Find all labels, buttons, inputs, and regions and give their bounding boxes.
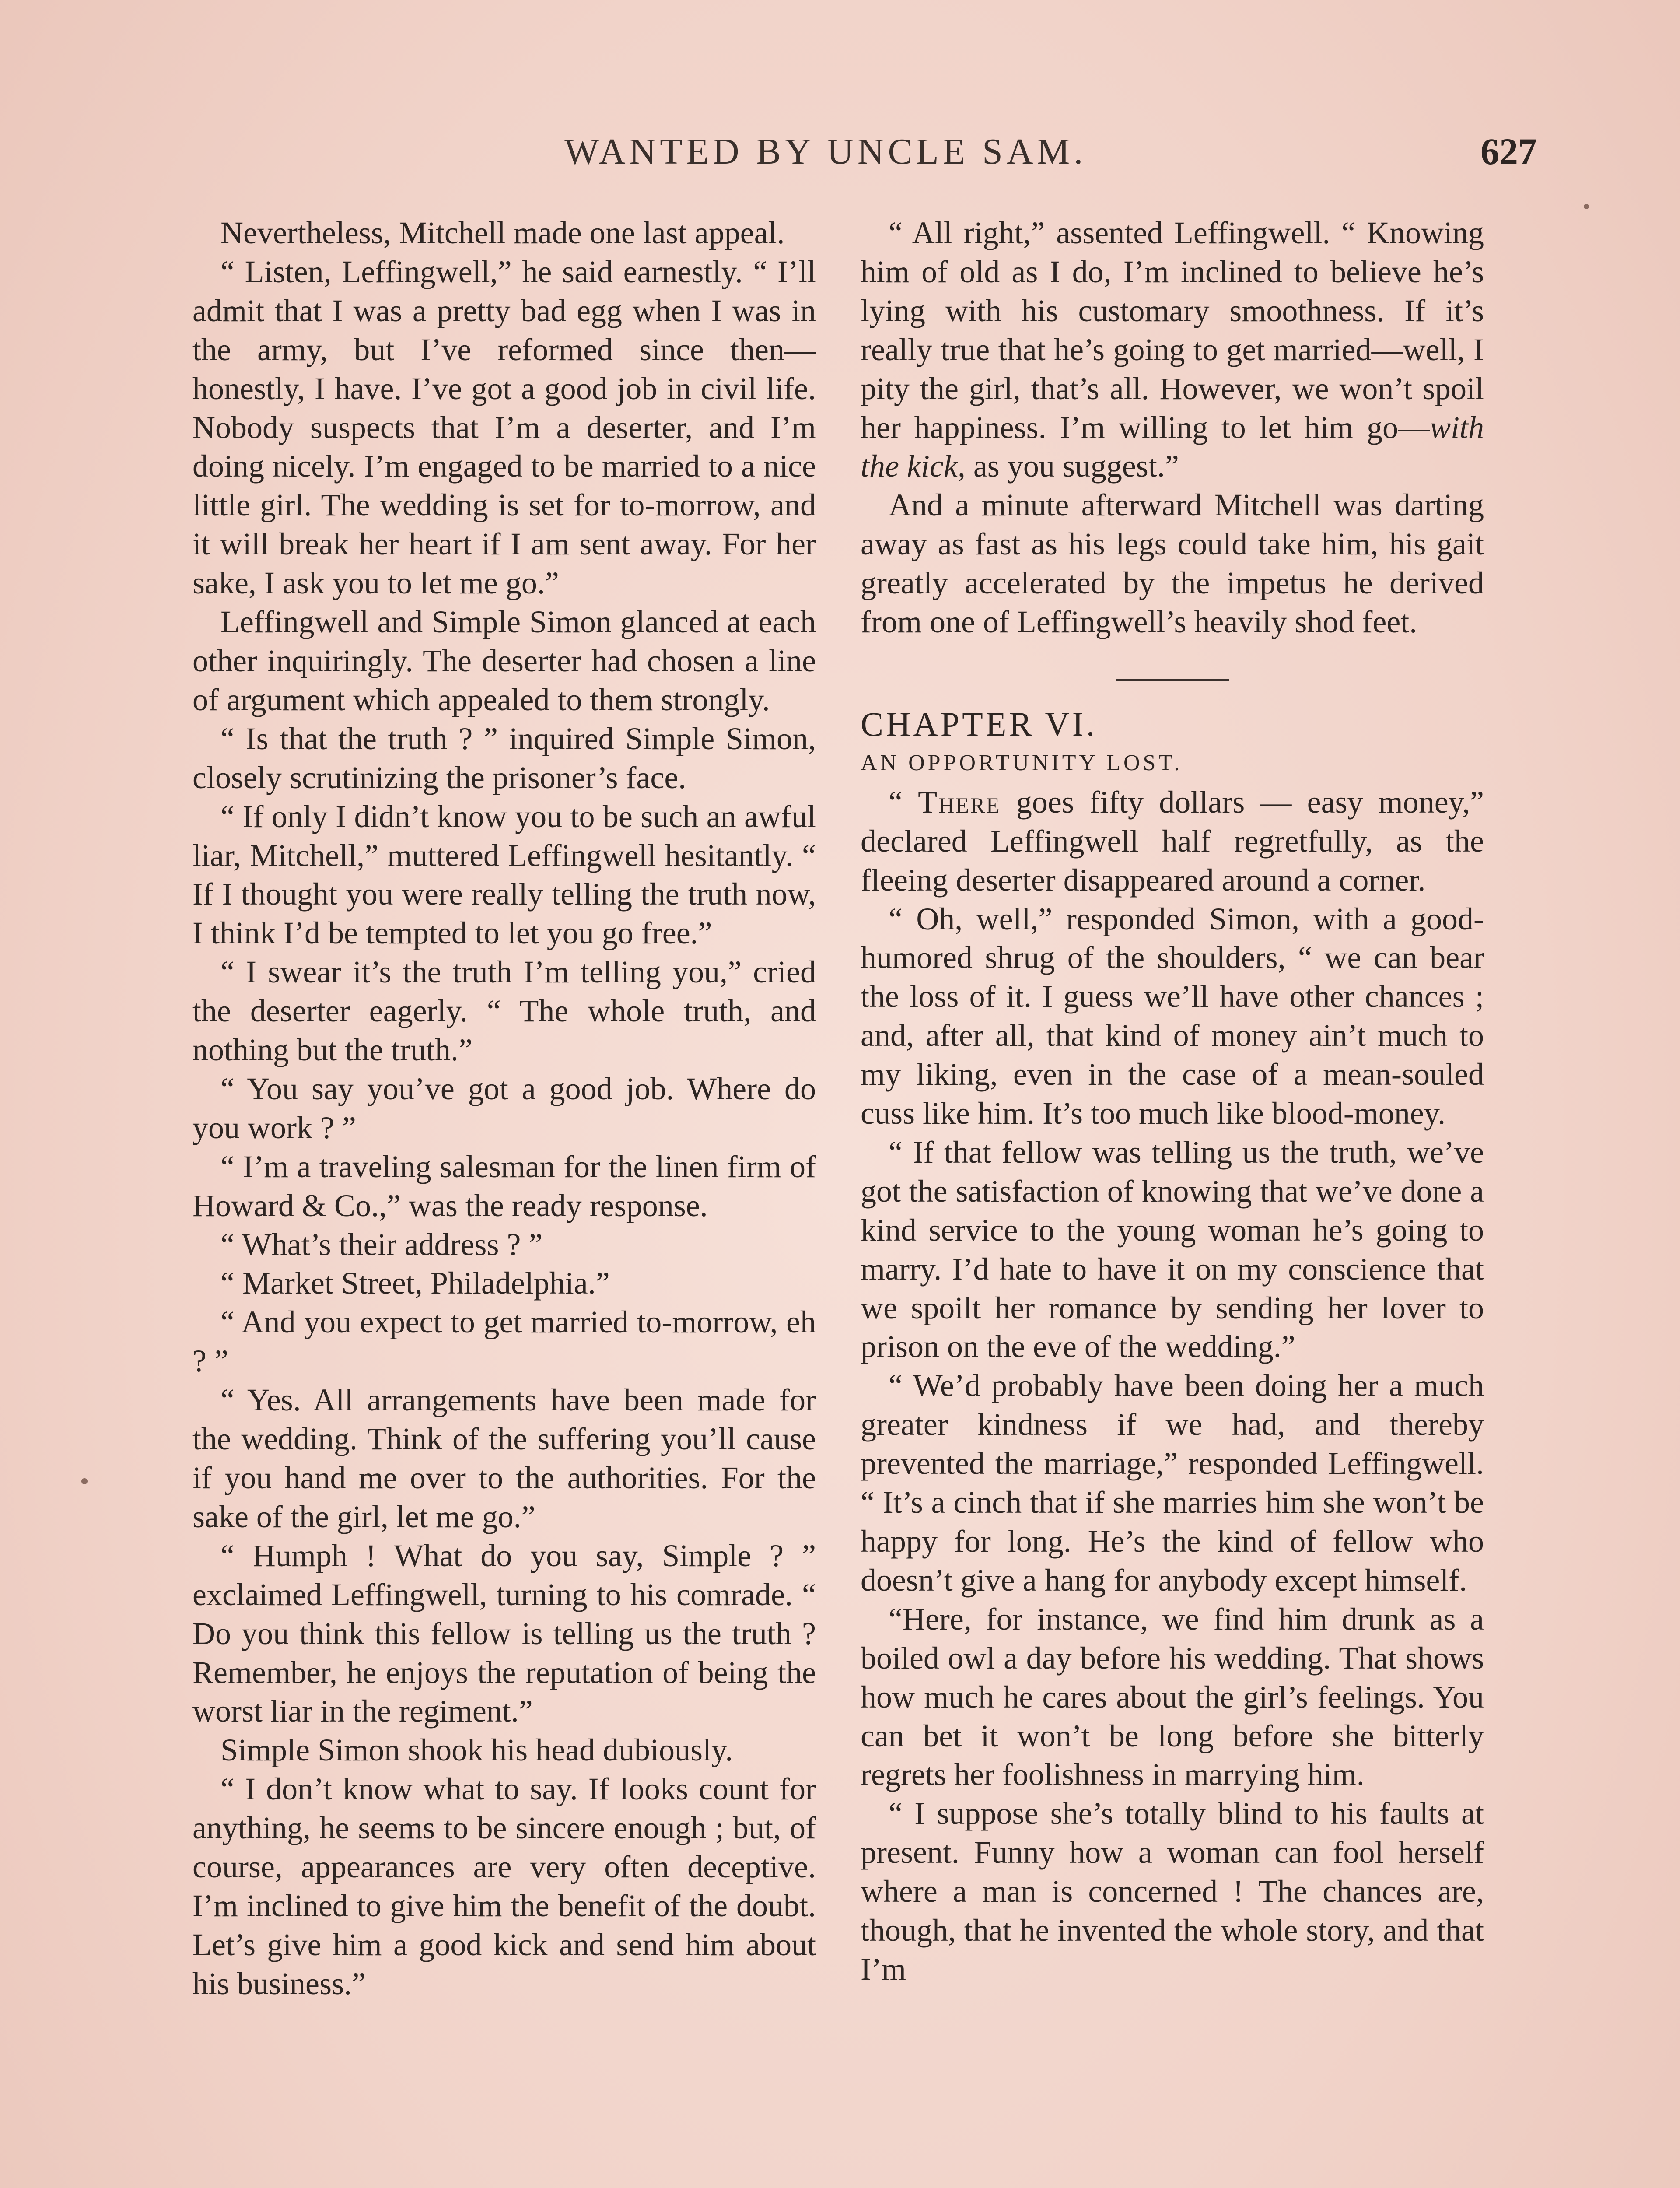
page-number: 627 (1480, 130, 1537, 172)
paragraph: “ If only I didn’t know you to be such an awful liar, Mitchell,” muttered Leffingwell hesitantly. “ If I thought you were really telling the truth now, I think I’d be tempted to let you go free.” (192, 799, 816, 951)
paragraph (861, 214, 1484, 486)
italic-text: with the kick, (861, 410, 1484, 484)
text-run: as you suggest.” (965, 449, 1179, 484)
paragraph: Leffingwell and Simple Simon glanced at each other inquiringly. The deserter had chosen a line of argument which appealed to them strongly. (192, 604, 816, 717)
chapter-title: CHAPTER VI. (861, 705, 1098, 743)
small-caps-opening: There (918, 784, 1001, 820)
paragraph: “ Listen, Leffingwell,” he said earnestly. “ I’ll admit that I was a pretty bad egg when I was in the army, but I’ve reformed since then—honestly, I have. I’ve got a good job in civil life. Nobody suspects that I’m a deserter, and I’m doing nicely. I’m engaged to be married to a nice little girl. The wedding is set for to-morrow, and it will break her heart if I am sent away. For her sake, I ask you to let me go.” (192, 254, 816, 601)
right-column (861, 214, 1484, 1989)
paragraph: “ Market Street, Philadelphia.” (220, 1266, 610, 1301)
paragraph: “ I suppose she’s totally blind to his faults at present. Funny how a woman can fool herself where a man is concerned ! The chances are, though, that he invented the whole story, and that I’m (861, 1796, 1484, 1987)
paragraph: “ What’s their address ? ” (220, 1227, 543, 1262)
paragraph: “ And you expect to get married to-morrow, eh ? ” (192, 1304, 816, 1379)
paragraph: Simple Simon shook his head dubiously. (220, 1732, 733, 1768)
paragraph: “Here, for instance, we find him drunk as a boiled owl a day before his wedding. That shows how much he cares about the girl’s feelings. You can bet it won’t be long before she bitterly regrets her foolishness in marrying him. (861, 1601, 1484, 1792)
ink-speck (81, 1478, 88, 1484)
text-run: goes fifty dollars — easy money,” declared Leffingwell half regretfully, as the fleeing deserter disappeared around a corner. (861, 784, 1484, 898)
ink-speck (1584, 204, 1589, 209)
paragraph: “ If that fellow was telling us the truth, we’ve got the satisfaction of knowing that we’ve done a kind service to the young woman he’s going to marry. I’d hate to have it on my conscience that we spoilt her romance by sending her lover to prison on the eve of the wedding.” (861, 1134, 1484, 1364)
section-divider (1116, 679, 1229, 681)
paragraph: “ I’m a traveling salesman for the linen firm of Howard & Co.,” was the ready response. (192, 1149, 816, 1223)
text-run: “ All right,” assented Leffingwell. “ Knowing him of old as I do, I’m inclined to believe he’s lying with his customary smoothness. If it’s really true that he’s going to get married—well, I pity the girl, that’s all. However, we won’t spoil her happiness. I’m willing to let him go— (861, 215, 1484, 445)
paragraph: “ We’d probably have been doing her a much greater kindness if we had, and thereby prevented the marriage,” responded Leffingwell. “ It’s a cinch that if she marries him she won’t be happy for long. He’s the kind of fellow who doesn’t give a hang for anybody except himself. (861, 1368, 1484, 1598)
paragraph: And a minute afterward Mitchell was darting away as fast as his legs could take him, his gait greatly accelerated by the impetus he derived from one of Leffingwell’s heavily shod feet. (861, 487, 1484, 640)
running-title: WANTED BY UNCLE SAM. (564, 131, 1087, 172)
paragraph: “ Is that the truth ? ” inquired Simple Simon, closely scrutinizing the prisoner’s face. (192, 721, 816, 795)
paragraph: “ There goes fifty dollars — easy money,” declared Leffingwell half regretfully, as the fleeing deserter disappeared around a corner. (861, 784, 1484, 898)
paragraph: “ Oh, well,” responded Simon, with a good-humored shrug of the shoulders, “ we can bear the loss of it. I guess we’ll have other chances ; and, after all, that kind of money ain’t much to my liking, even in the case of a mean-souled cuss like him. It’s too much like blood-money. (861, 901, 1484, 1131)
paragraph: “ Humph ! What do you say, Simple ? ” exclaimed Leffingwell, turning to his comrade. “ Do you think this fellow is telling us the truth ? Remember, he enjoys the reputation of being the worst liar in the regiment.” (192, 1538, 816, 1729)
paragraph: “ You say you’ve got a good job. Where do you work ? ” (192, 1071, 816, 1145)
left-column (192, 214, 816, 2003)
paragraph: Nevertheless, Mitchell made one last appeal. (220, 215, 785, 250)
chapter-subtitle: AN OPPORTUNITY LOST. (861, 750, 1183, 775)
paragraph: “ I swear it’s the truth I’m telling you,” cried the deserter eagerly. “ The whole truth, and nothing but the truth.” (192, 954, 816, 1068)
paragraph: “ I don’t know what to say. If looks count for anything, he seems to be sincere enough ; but, of course, appearances are very often deceptive. I’m inclined to give him the benefit of the doubt. Let’s give him a good kick and send him about his business.” (192, 1771, 816, 2001)
paragraph: “ Yes. All arrangements have been made for the wedding. Think of the suffering you’ll cause if you hand me over to the authorities. For the sake of the girl, let me go.” (192, 1382, 816, 1534)
